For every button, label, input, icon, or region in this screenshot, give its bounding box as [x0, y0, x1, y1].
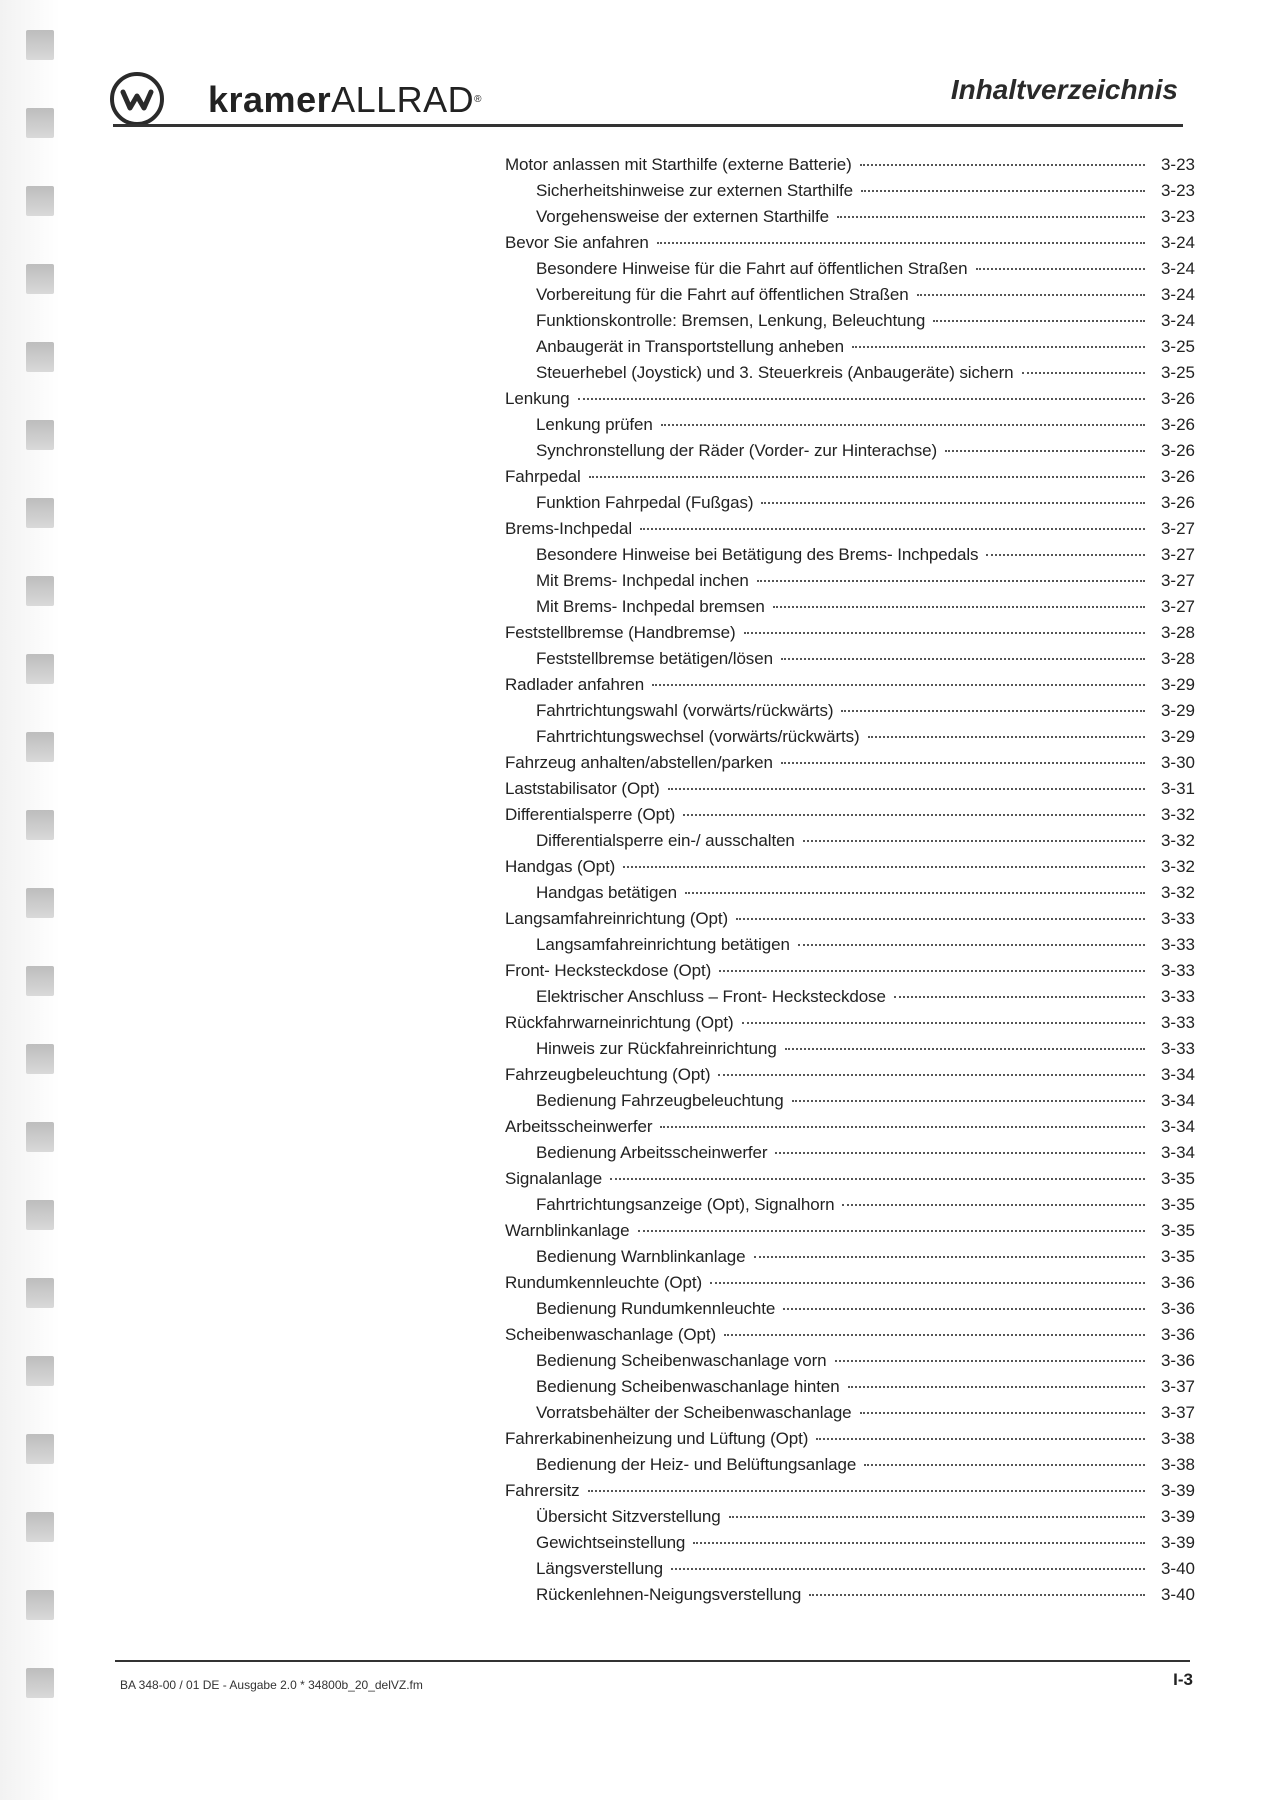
- toc-leader-dots: [757, 579, 1145, 582]
- toc-leader-dots: [623, 865, 1145, 868]
- toc-entry-title: Signalanlage: [505, 1169, 603, 1188]
- toc-entry-title: Bedienung Scheibenwaschanlage hinten: [536, 1377, 840, 1396]
- toc-leader-dots: [852, 345, 1145, 348]
- toc-leader-dots: [742, 1021, 1145, 1024]
- toc-entry[interactable]: [505, 178, 1195, 204]
- toc-entry[interactable]: [505, 958, 1195, 984]
- toc-leader-dots: [724, 1333, 1145, 1336]
- toc-entry[interactable]: [505, 1010, 1195, 1036]
- toc-entry-page: 3-30: [1160, 753, 1195, 772]
- toc-leader-dots: [761, 501, 1145, 504]
- toc-leader-dots: [860, 1411, 1145, 1414]
- registered-mark: ®: [474, 94, 483, 105]
- toc-entry[interactable]: [505, 1322, 1195, 1348]
- toc-entry-title: Scheibenwaschanlage (Opt): [505, 1325, 717, 1344]
- toc-entry[interactable]: [505, 802, 1195, 828]
- toc-entry-title: Vorbereitung für die Fahrt auf öffentlichen Straßen: [536, 285, 909, 304]
- toc-entry-page: 3-27: [1160, 545, 1195, 564]
- brand-name-bold: kramer: [208, 79, 332, 120]
- toc-entry-title: Bevor Sie anfahren: [505, 233, 649, 252]
- toc-entry-page: 3-34: [1160, 1091, 1195, 1110]
- toc-leader-dots: [660, 1125, 1145, 1128]
- toc-entry[interactable]: [505, 1270, 1195, 1296]
- toc-entry-title: Fahrtrichtungsanzeige (Opt), Signalhorn: [536, 1195, 835, 1214]
- toc-entry[interactable]: [505, 412, 1195, 438]
- toc-entry-title: Bedienung Fahrzeugbeleuchtung: [536, 1091, 784, 1110]
- toc-entry[interactable]: [505, 230, 1195, 256]
- toc-entry[interactable]: [505, 1088, 1195, 1114]
- toc-entry[interactable]: [505, 880, 1195, 906]
- toc-entry[interactable]: [505, 308, 1195, 334]
- punch-hole: [26, 888, 54, 918]
- toc-entry-page: 3-26: [1160, 441, 1195, 460]
- punch-hole: [26, 1278, 54, 1308]
- toc-entry-page: 3-37: [1160, 1377, 1195, 1396]
- toc-entry-title: Steuerhebel (Joystick) und 3. Steuerkreis (Anbaugeräte) sichern: [536, 363, 1014, 382]
- punch-hole: [26, 576, 54, 606]
- toc-entry-title: Handgas (Opt): [505, 857, 616, 876]
- brand-name: [208, 80, 482, 120]
- toc-leader-dots: [864, 1463, 1145, 1466]
- toc-leader-dots: [809, 1593, 1145, 1596]
- toc-entry-page: 3-35: [1160, 1247, 1195, 1266]
- toc-leader-dots: [986, 553, 1145, 556]
- toc-entry-title: Motor anlassen mit Starthilfe (externe Batterie): [505, 155, 852, 174]
- toc-leader-dots: [588, 1489, 1145, 1492]
- toc-entry[interactable]: [505, 152, 1195, 178]
- toc-entry[interactable]: [505, 1244, 1195, 1270]
- toc-entry[interactable]: [505, 828, 1195, 854]
- toc-entry-page: 3-34: [1160, 1065, 1195, 1084]
- toc-entry-page: 3-23: [1160, 155, 1195, 174]
- toc-entry-page: 3-38: [1160, 1429, 1195, 1448]
- toc-entry-page: 3-27: [1160, 571, 1195, 590]
- toc-entry-title: Fahrtrichtungswechsel (vorwärts/rückwärts): [536, 727, 860, 746]
- toc-entry-page: 3-35: [1160, 1221, 1195, 1240]
- toc-entry[interactable]: [505, 360, 1195, 386]
- toc-entry-page: 3-28: [1160, 649, 1195, 668]
- toc-entry[interactable]: [505, 646, 1195, 672]
- toc-entry[interactable]: [505, 1218, 1195, 1244]
- toc-entry-page: 3-28: [1160, 623, 1195, 642]
- punch-hole: [26, 1668, 54, 1698]
- toc-leader-dots: [894, 995, 1145, 998]
- toc-entry-page: 3-33: [1160, 961, 1195, 980]
- toc-entry-title: Hinweis zur Rückfahreinrichtung: [536, 1039, 777, 1058]
- toc-entry-page: 3-33: [1160, 1039, 1195, 1058]
- toc-entry-title: Fahrzeug anhalten/abstellen/parken: [505, 753, 773, 772]
- toc-entry-title: Differentialsperre ein-/ ausschalten: [536, 831, 795, 850]
- toc-leader-dots: [860, 163, 1145, 166]
- toc-leader-dots: [657, 241, 1145, 244]
- toc-entry-title: Arbeitsscheinwerfer: [505, 1117, 653, 1136]
- toc-entry[interactable]: [505, 1426, 1195, 1452]
- punch-hole: [26, 30, 54, 60]
- toc-entry-page: 3-24: [1160, 233, 1195, 252]
- toc-leader-dots: [718, 1073, 1145, 1076]
- toc-leader-dots: [754, 1255, 1145, 1258]
- toc-entry-page: 3-27: [1160, 519, 1195, 538]
- toc-leader-dots: [945, 449, 1145, 452]
- toc-leader-dots: [842, 1203, 1145, 1206]
- toc-entry-title: Front- Hecksteckdose (Opt): [505, 961, 712, 980]
- toc-entry[interactable]: [505, 1478, 1195, 1504]
- toc-entry[interactable]: [505, 1452, 1195, 1478]
- toc-entry[interactable]: [505, 698, 1195, 724]
- toc-entry-page: 3-32: [1160, 831, 1195, 850]
- toc-leader-dots: [578, 397, 1145, 400]
- toc-entry-title: Rückenlehnen-Neigungsverstellung: [536, 1585, 802, 1604]
- toc-entry-page: 3-24: [1160, 311, 1195, 330]
- toc-entry-title: Bedienung Scheibenwaschanlage vorn: [536, 1351, 827, 1370]
- toc-entry[interactable]: [505, 1140, 1195, 1166]
- toc-leader-dots: [719, 969, 1145, 972]
- toc-leader-dots: [610, 1177, 1145, 1180]
- punch-hole: [26, 108, 54, 138]
- toc-leader-dots: [1022, 371, 1145, 374]
- toc-entry-page: 3-36: [1160, 1299, 1195, 1318]
- toc-entry-title: Bedienung Rundumkennleuchte: [536, 1299, 776, 1318]
- toc-entry[interactable]: [505, 1036, 1195, 1062]
- toc-leader-dots: [736, 917, 1145, 920]
- header-divider: [113, 124, 1183, 127]
- toc-entry-page: 3-29: [1160, 675, 1195, 694]
- toc-leader-dots: [671, 1567, 1145, 1570]
- toc-entry[interactable]: [505, 568, 1195, 594]
- toc-entry-title: Laststabilisator (Opt): [505, 779, 660, 798]
- punch-hole: [26, 420, 54, 450]
- punch-hole: [26, 654, 54, 684]
- toc-entry[interactable]: [505, 620, 1195, 646]
- toc-entry-title: Radlader anfahren: [505, 675, 645, 694]
- toc-entry-page: 3-35: [1160, 1195, 1195, 1214]
- toc-entry-page: 3-33: [1160, 909, 1195, 928]
- toc-entry-page: 3-26: [1160, 467, 1195, 486]
- toc-entry-page: 3-29: [1160, 701, 1195, 720]
- toc-leader-dots: [652, 683, 1145, 686]
- toc-entry[interactable]: [505, 542, 1195, 568]
- toc-entry-page: 3-33: [1160, 935, 1195, 954]
- toc-entry[interactable]: [505, 906, 1195, 932]
- toc-entry-page: 3-32: [1160, 883, 1195, 902]
- toc-entry[interactable]: [505, 1374, 1195, 1400]
- toc-entry[interactable]: [505, 1348, 1195, 1374]
- toc-entry-page: 3-25: [1160, 363, 1195, 382]
- toc-entry-page: 3-33: [1160, 1013, 1195, 1032]
- toc-entry[interactable]: [505, 854, 1195, 880]
- toc-entry-title: Feststellbremse (Handbremse): [505, 623, 736, 642]
- toc-entry[interactable]: [505, 1166, 1195, 1192]
- toc-leader-dots: [683, 813, 1145, 816]
- toc-leader-dots: [775, 1151, 1145, 1154]
- toc-entry-title: Anbaugerät in Transportstellung anheben: [536, 337, 844, 356]
- toc-entry[interactable]: [505, 1062, 1195, 1088]
- toc-entry-page: 3-26: [1160, 493, 1195, 512]
- toc-entry-page: 3-25: [1160, 337, 1195, 356]
- toc-entry[interactable]: [505, 594, 1195, 620]
- toc-leader-dots: [848, 1385, 1145, 1388]
- toc-entry-title: Vorgehensweise der externen Starthilfe: [536, 207, 829, 226]
- toc-leader-dots: [933, 319, 1145, 322]
- toc-entry[interactable]: [505, 204, 1195, 230]
- toc-leader-dots: [661, 423, 1145, 426]
- toc-leader-dots: [798, 943, 1145, 946]
- toc-entry-title: Langsamfahreinrichtung betätigen: [536, 935, 790, 954]
- toc-entry-title: Warnblinkanlage: [505, 1221, 630, 1240]
- toc-entry-title: Fahrerkabinenheizung und Lüftung (Opt): [505, 1429, 809, 1448]
- toc-entry-title: Lenkung: [505, 389, 570, 408]
- toc-entry[interactable]: [505, 334, 1195, 360]
- toc-entry-page: 3-26: [1160, 389, 1195, 408]
- toc-entry-page: 3-33: [1160, 987, 1195, 1006]
- punch-hole: [26, 1434, 54, 1464]
- toc-entry-page: 3-32: [1160, 805, 1195, 824]
- toc-leader-dots: [868, 735, 1145, 738]
- toc-leader-dots: [803, 839, 1145, 842]
- toc-entry[interactable]: [505, 776, 1195, 802]
- toc-leader-dots: [781, 657, 1145, 660]
- toc-entry-title: Langsamfahreinrichtung (Opt): [505, 909, 729, 928]
- punch-hole: [26, 1044, 54, 1074]
- toc-entry-page: 3-37: [1160, 1403, 1195, 1422]
- punch-hole: [26, 342, 54, 372]
- toc-entry[interactable]: [505, 1556, 1195, 1582]
- kramer-logo-icon: [110, 72, 164, 126]
- toc-leader-dots: [917, 293, 1145, 296]
- toc-leader-dots: [841, 709, 1145, 712]
- toc-leader-dots: [773, 605, 1145, 608]
- toc-leader-dots: [837, 215, 1145, 218]
- toc-entry-title: Fahrzeugbeleuchtung (Opt): [505, 1065, 711, 1084]
- toc-entry-title: Funktionskontrolle: Bremsen, Lenkung, Beleuchtung: [536, 311, 926, 330]
- toc-entry[interactable]: [505, 1114, 1195, 1140]
- toc-entry-page: 3-31: [1160, 779, 1195, 798]
- toc-leader-dots: [640, 527, 1145, 530]
- toc-entry-title: Rückfahrwarneinrichtung (Opt): [505, 1013, 734, 1032]
- toc-entry-page: 3-23: [1160, 207, 1195, 226]
- toc-entry[interactable]: [505, 464, 1195, 490]
- toc-entry[interactable]: [505, 1582, 1195, 1608]
- toc-leader-dots: [781, 761, 1145, 764]
- toc-leader-dots: [792, 1099, 1145, 1102]
- punch-hole: [26, 1356, 54, 1386]
- toc-entry-page: 3-40: [1160, 1559, 1195, 1578]
- toc-entry-title: Fahrtrichtungswahl (vorwärts/rückwärts): [536, 701, 834, 720]
- toc-entry-title: Brems-Inchpedal: [505, 519, 633, 538]
- punch-hole: [26, 1590, 54, 1620]
- page-header: [110, 70, 1190, 125]
- toc-entry-title: Lenkung prüfen: [536, 415, 653, 434]
- toc-leader-dots: [685, 891, 1145, 894]
- toc-entry[interactable]: [505, 490, 1195, 516]
- toc-entry-title: Übersicht Sitzverstellung: [536, 1507, 721, 1526]
- toc-entry-title: Bedienung der Heiz- und Belüftungsanlage: [536, 1455, 857, 1474]
- toc-entry-title: Vorratsbehälter der Scheibenwaschanlage: [536, 1403, 852, 1422]
- toc-leader-dots: [785, 1047, 1145, 1050]
- toc-entry[interactable]: [505, 1504, 1195, 1530]
- toc-entry-page: 3-39: [1160, 1533, 1195, 1552]
- page-title: Inhaltverzeichnis: [950, 74, 1178, 105]
- toc-entry-page: 3-32: [1160, 857, 1195, 876]
- punch-hole: [26, 732, 54, 762]
- table-of-contents: [505, 152, 1195, 1608]
- toc-leader-dots: [710, 1281, 1145, 1284]
- punch-hole: [26, 810, 54, 840]
- toc-leader-dots: [668, 787, 1145, 790]
- punch-hole: [26, 1512, 54, 1542]
- toc-entry-title: Mit Brems- Inchpedal bremsen: [536, 597, 765, 616]
- toc-entry-title: Fahrersitz: [505, 1481, 580, 1500]
- brand-name-light: ALLRAD: [331, 79, 475, 120]
- toc-entry-title: Gewichtseinstellung: [536, 1533, 686, 1552]
- toc-leader-dots: [976, 267, 1145, 270]
- toc-entry[interactable]: [505, 1192, 1195, 1218]
- toc-entry-page: 3-38: [1160, 1455, 1195, 1474]
- document-reference: BA 348-00 / 01 DE - Ausgabe 2.0 * 34800b_20_delVZ.fm: [120, 1678, 423, 1692]
- toc-entry-page: 3-23: [1160, 181, 1195, 200]
- toc-entry-title: Feststellbremse betätigen/lösen: [536, 649, 773, 668]
- toc-entry[interactable]: [505, 750, 1195, 776]
- toc-entry-title: Funktion Fahrpedal (Fußgas): [536, 493, 754, 512]
- punch-hole: [26, 498, 54, 528]
- page-number: I-3: [1173, 1670, 1193, 1689]
- toc-leader-dots: [693, 1541, 1145, 1544]
- toc-entry-page: 3-36: [1160, 1351, 1195, 1370]
- toc-leader-dots: [816, 1437, 1145, 1440]
- toc-entry-title: Bedienung Arbeitsscheinwerfer: [536, 1143, 768, 1162]
- toc-leader-dots: [783, 1307, 1145, 1310]
- toc-entry-title: Besondere Hinweise bei Betätigung des Brems- Inchpedals: [536, 545, 979, 564]
- toc-entry-title: Elektrischer Anschluss – Front- Hecksteckdose: [536, 987, 886, 1006]
- punch-hole: [26, 1200, 54, 1230]
- toc-entry-page: 3-34: [1160, 1143, 1195, 1162]
- toc-entry[interactable]: [505, 516, 1195, 542]
- toc-entry-page: 3-24: [1160, 259, 1195, 278]
- toc-entry-page: 3-27: [1160, 597, 1195, 616]
- toc-entry-title: Mit Brems- Inchpedal inchen: [536, 571, 749, 590]
- toc-entry-page: 3-39: [1160, 1507, 1195, 1526]
- toc-leader-dots: [861, 189, 1145, 192]
- toc-entry-page: 3-29: [1160, 727, 1195, 746]
- punch-hole: [26, 966, 54, 996]
- toc-entry-title: Längsverstellung: [536, 1559, 663, 1578]
- toc-leader-dots: [835, 1359, 1145, 1362]
- toc-entry[interactable]: [505, 1400, 1195, 1426]
- toc-entry-title: Handgas betätigen: [536, 883, 678, 902]
- toc-entry-page: 3-24: [1160, 285, 1195, 304]
- toc-leader-dots: [744, 631, 1145, 634]
- toc-entry[interactable]: [505, 932, 1195, 958]
- punch-hole: [26, 1122, 54, 1152]
- footer-divider: [115, 1660, 1190, 1662]
- toc-entry-page: 3-26: [1160, 415, 1195, 434]
- toc-entry[interactable]: [505, 984, 1195, 1010]
- toc-entry[interactable]: [505, 256, 1195, 282]
- toc-entry[interactable]: [505, 1530, 1195, 1556]
- toc-entry-page: 3-34: [1160, 1117, 1195, 1136]
- toc-entry-page: 3-36: [1160, 1273, 1195, 1292]
- toc-entry[interactable]: [505, 386, 1195, 412]
- toc-entry[interactable]: [505, 282, 1195, 308]
- toc-entry-title: Besondere Hinweise für die Fahrt auf öffentlichen Straßen: [536, 259, 968, 278]
- toc-entry[interactable]: [505, 672, 1195, 698]
- toc-entry-title: Fahrpedal: [505, 467, 581, 486]
- toc-entry-page: 3-36: [1160, 1325, 1195, 1344]
- toc-entry-title: Synchronstellung der Räder (Vorder- zur Hinterachse): [536, 441, 938, 460]
- toc-leader-dots: [589, 475, 1145, 478]
- toc-entry[interactable]: [505, 1296, 1195, 1322]
- toc-entry[interactable]: [505, 724, 1195, 750]
- toc-entry[interactable]: [505, 438, 1195, 464]
- toc-entry-title: Sicherheitshinweise zur externen Starthilfe: [536, 181, 853, 200]
- punch-hole: [26, 186, 54, 216]
- punch-hole: [26, 264, 54, 294]
- toc-entry-title: Rundumkennleuchte (Opt): [505, 1273, 703, 1292]
- toc-leader-dots: [638, 1229, 1146, 1232]
- toc-entry-page: 3-40: [1160, 1585, 1195, 1604]
- toc-entry-page: 3-39: [1160, 1481, 1195, 1500]
- toc-entry-title: Differentialsperre (Opt): [505, 805, 676, 824]
- toc-entry-title: Bedienung Warnblinkanlage: [536, 1247, 746, 1266]
- toc-entry-page: 3-35: [1160, 1169, 1195, 1188]
- toc-leader-dots: [729, 1515, 1145, 1518]
